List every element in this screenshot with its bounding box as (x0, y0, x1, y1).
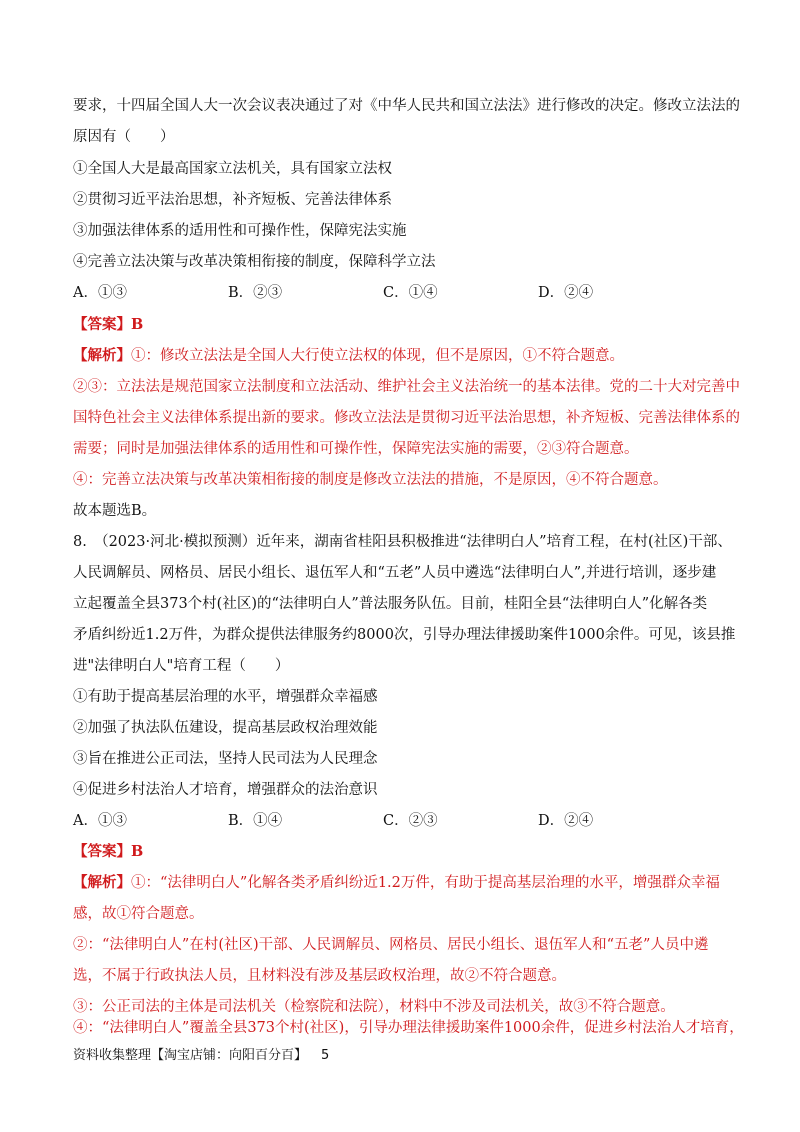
q7-conclusion: 故本题选B。 (73, 503, 157, 519)
q8-option-c: C．②③ (383, 813, 438, 829)
q7-option-b: B．②③ (228, 285, 283, 301)
q8-stem-line: 进"法律明白人"培育工程（ ） (73, 658, 290, 674)
q8-item: ③旨在推进公正司法，坚持人民司法为人民理念 (73, 751, 378, 767)
q7-item: ②贯彻习近平法治思想，补齐短板、完善法律体系 (73, 192, 392, 208)
q8-analysis-label: 【解析】 (73, 874, 131, 891)
q8-item: ④促进乡村法治人才培育，增强群众的法治意识 (73, 782, 378, 798)
page-footer (73, 1047, 329, 1065)
q7-option-c: C．①④ (383, 285, 438, 301)
q7-item: ③加强法律体系的适用性和可操作性，保障宪法实施 (73, 223, 407, 239)
page-number: 5 (321, 1048, 330, 1063)
q7-analysis-line: 需要；同时是加强法律体系的适用性和可操作性，保障宪法实施的需要，②③符合题意。 (73, 441, 639, 457)
q8-stem-line: 立起覆盖全县373个村(社区)的“法律明白人”普法服务队伍。目前，桂阳全县“法律明白人”化解各类 (73, 596, 708, 612)
q7-item: ①全国人大是最高国家立法机关，具有国家立法权 (73, 161, 392, 177)
q7-analysis-line (73, 346, 624, 366)
q7-analysis-line: 国特色社会主义法律体系提出新的要求。修改立法法是贯彻习近平法治思想，补齐短板、完善法律体系的 (73, 410, 740, 426)
footer-text: 资料收集整理【淘宝店铺：向阳百分百】 (73, 1048, 308, 1063)
q7-stem-line: 原因有（ ） (73, 129, 175, 145)
q7-analysis-label: 【解析】 (73, 347, 131, 364)
q8-item: ①有助于提高基层治理的水平，增强群众幸福感 (73, 689, 378, 705)
q7-analysis-line: ②③：立法法是规范国家立法制度和立法活动、维护社会主义法治统一的基本法律。党的二十大对完善中 (73, 379, 740, 395)
q8-option-d: D．②④ (538, 813, 594, 829)
q7-answer: 【答案】B (73, 316, 144, 333)
q7-item: ④完善立法决策与改革决策相衔接的制度，保障科学立法 (73, 254, 436, 270)
q7-option-a: A．①③ (73, 285, 127, 301)
q7-analysis-text: ①：修改立法法是全国人大行使立法权的体现，但不是原因，①不符合题意。 (131, 348, 624, 364)
q8-option-a: A．①③ (73, 813, 127, 829)
q8-stem-line: 矛盾纠纷近1.2万件，为群众提供法律服务约8000次，引导办理法律援助案件1000余件。可见，该县推 (73, 627, 736, 643)
q7-analysis-line: ④：完善立法决策与改革决策相衔接的制度是修改立法法的措施，不是原因，④不符合题意。 (73, 472, 668, 488)
q8-stem-line: 8. （2023·河北·模拟预测）近年来，湖南省桂阳县积极推进“法律明白人”培育工程，在村(社区)干部、 (73, 534, 732, 550)
q8-analysis-line: ③：公正司法的主体是司法机关（检察院和法院），材料中不涉及司法机关，故③不符合题意。 (73, 999, 675, 1015)
q8-item: ②加强了执法队伍建设，提高基层政权治理效能 (73, 720, 378, 736)
q8-analysis-line: ④：“法律明白人”覆盖全县373个村(社区)，引导办理法律援助案件1000余件，促进乡村法治人才培育， (73, 1020, 744, 1036)
q8-stem-line: 人民调解员、网格员、居民小组长、退伍军人和“五老”人员中遴选“法律明白人”,并进行培训，逐步建 (73, 565, 717, 581)
q7-option-d: D．②④ (538, 285, 594, 301)
q8-option-b: B．①④ (228, 813, 283, 829)
q7-stem-line: 要求，十四届全国人大一次会议表决通过了对《中华人民共和国立法法》进行修改的决定。修改立法法的 (73, 98, 740, 114)
q8-analysis-line: 感，故①符合题意。 (73, 906, 204, 922)
q8-analysis-line: ②：“法律明白人”在村(社区)干部、人民调解员、网格员、居民小组长、退伍军人和“五老”人员中遴 (73, 937, 709, 953)
q8-answer: 【答案】B (73, 843, 144, 860)
q8-analysis-text: ①：“法律明白人”化解各类矛盾纠纷近1.2万件，有助于提高基层治理的水平，增强群众幸福 (131, 875, 720, 891)
q8-analysis-line: 选，不属于行政执法人员，且材料没有涉及基层政权治理，故②不符合题意。 (73, 968, 566, 984)
q8-analysis-line (73, 873, 720, 893)
